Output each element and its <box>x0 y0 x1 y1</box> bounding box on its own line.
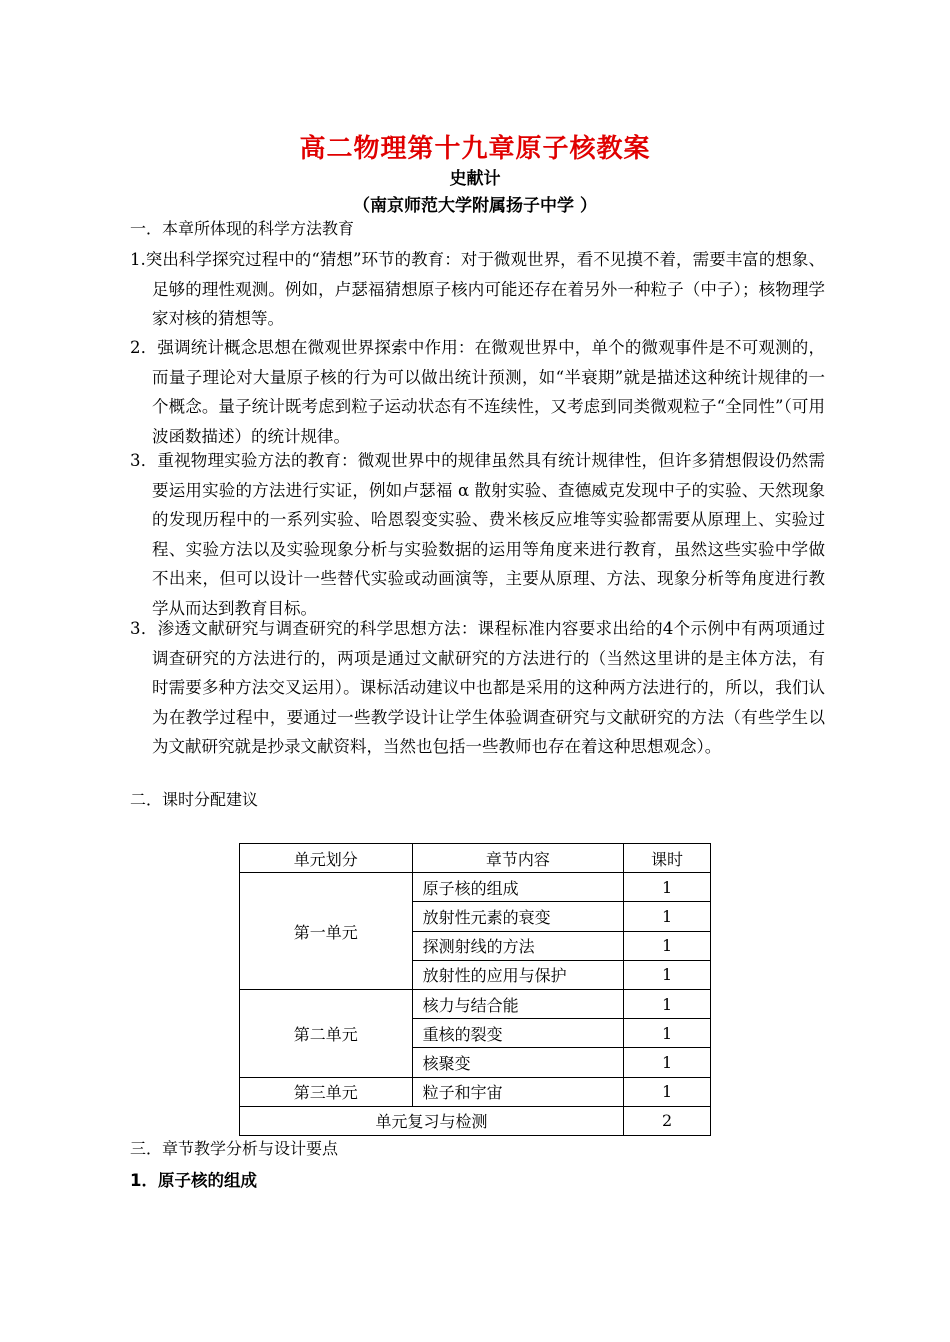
class-hour-table <box>239 843 711 1136</box>
content-cell: 核聚变 <box>412 1048 624 1077</box>
item-text: 3．重视物理实验方法的教育：微观世界中的规律虽然具有统计规律性，但许多猜想假设仍然需要运用实验的方法进行实证，例如卢瑟福 α 散射实验、查德威克发现中子的实验、天然现象的发现历程中的一系列实验、哈恩裂变实验、费米核反应堆等实验都需要从原理上、实验过程、实验方法以及实验现象分析与实验数据的运用等角度来进行教育，虽然这些实验中学做不出来，但可以设计一些替代实验或动画演等，主要从原理、方法、现象分析等角度进行教学从而达到教育目标。 <box>130 451 825 618</box>
document-title: 高二物理第十九章原子核教案 <box>299 134 651 164</box>
hours-cell: 1 <box>624 1077 711 1106</box>
section-1-heading: 一．本章所体现的科学方法教育 <box>130 219 355 238</box>
hours-cell: 1 <box>624 989 711 1018</box>
hours-cell: 1 <box>624 1048 711 1077</box>
item-text: 1.突出科学探究过程中的“猜想”环节的教育：对于微观世界，看不见摸不着，需要丰富的想象、足够的理性观测。例如，卢瑟福猜想原子核内可能还存在着另外一种粒子（中子）；核物理学家对核的猜想等。 <box>130 250 825 328</box>
school-name: （南京师范大学附属扬子中学 ） <box>353 196 597 216</box>
section-1-item-2 <box>130 333 825 451</box>
hours-cell: 1 <box>624 1019 711 1048</box>
content-cell: 核力与结合能 <box>412 989 624 1018</box>
hours-cell: 2 <box>624 1106 711 1135</box>
table-row <box>240 873 711 902</box>
header-unit: 单元划分 <box>240 844 413 873</box>
hours-cell: 1 <box>624 902 711 931</box>
section-1-item-3 <box>130 446 825 623</box>
section-3-heading: 三．章节教学分析与设计要点 <box>130 1139 339 1158</box>
section-1-item-4 <box>130 614 825 762</box>
section-1-item-1 <box>130 245 825 334</box>
section-2-heading: 二．课时分配建议 <box>130 790 259 809</box>
hours-cell: 1 <box>624 931 711 960</box>
content-cell: 重核的裂变 <box>412 1019 624 1048</box>
header-content: 章节内容 <box>412 844 624 873</box>
item-text: 3．渗透文献研究与调查研究的科学思想方法：课程标准内容要求出给的4个示例中有两项通过调查研究的方法进行的，两项是通过文献研究的方法进行的（当然这里讲的是主体方法，有时需要多种方法交叉运用）。课标活动建议中也都是采用的这种两方法进行的，所以，我们认为在教学过程中，要通过一些教学设计让学生体验调查研究与文献研究的方法（有些学生以为文献研究就是抄录文献资料，当然也包括一些教师也存在着这种思想观念）。 <box>130 619 825 756</box>
content-cell: 放射性元素的衰变 <box>412 902 624 931</box>
content-cell: 放射性的应用与保护 <box>412 960 624 989</box>
table-row <box>240 989 711 1018</box>
author-name: 史献计 <box>449 169 501 189</box>
header-hours: 课时 <box>624 844 711 873</box>
unit-cell: 第一单元 <box>240 873 413 990</box>
content-cell: 原子核的组成 <box>412 873 624 902</box>
review-cell: 单元复习与检测 <box>240 1106 624 1135</box>
unit-cell: 第二单元 <box>240 989 413 1077</box>
table-row <box>240 1077 711 1106</box>
content-cell: 探测射线的方法 <box>412 931 624 960</box>
unit-cell: 第三单元 <box>240 1077 413 1106</box>
item-text: 2．强调统计概念思想在微观世界探索中作用：在微观世界中，单个的微观事件是不可观测的，而量子理论对大量原子核的行为可以做出统计预测，如“半衰期”就是描述这种统计规律的一个概念。量子统计既考虑到粒子运动状态有不连续性，又考虑到同类微观粒子“全同性”（可用波函数描述）的统计规律。 <box>130 338 825 446</box>
hours-cell: 1 <box>624 873 711 902</box>
table-header-row <box>240 844 711 873</box>
hours-cell: 1 <box>624 960 711 989</box>
content-cell: 粒子和宇宙 <box>412 1077 624 1106</box>
section-3-subheading: 1．原子核的组成 <box>130 1171 257 1190</box>
table-row-review <box>240 1106 711 1135</box>
